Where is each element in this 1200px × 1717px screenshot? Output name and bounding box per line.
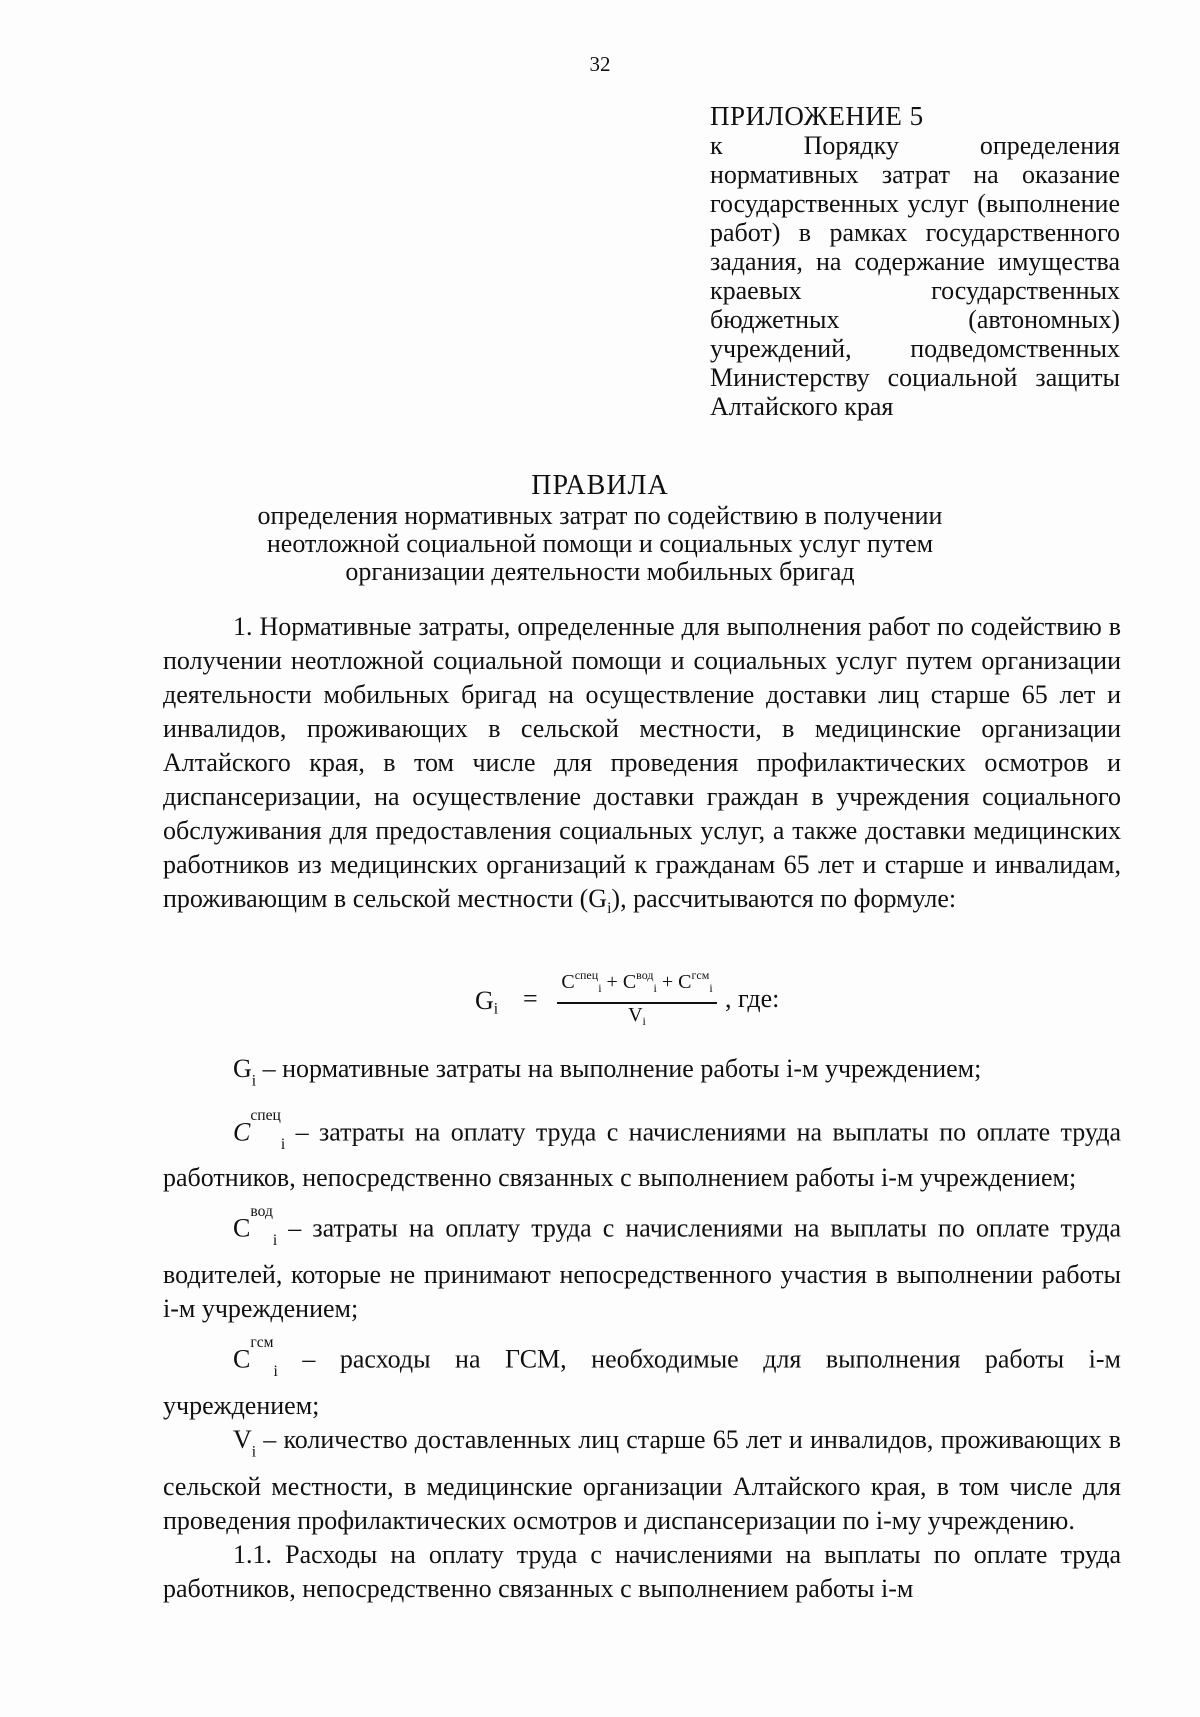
- formula-tail: , где:: [725, 984, 780, 1013]
- definition-item: $G_i$ – нормативные затраты на выполнение работы i-м учреждением;: [233, 1054, 982, 1090]
- formula-equals: =: [523, 984, 538, 1013]
- appendix-title: ПРИЛОЖЕНИЕ 5: [710, 101, 924, 131]
- appendix-block: [710, 102, 1120, 421]
- section-1: [163, 610, 1121, 926]
- formula-denominator: $V_i$: [628, 1004, 646, 1028]
- rules-title: ПРАВИЛА: [531, 470, 669, 501]
- formula-lhs: $G_i$: [475, 986, 499, 1018]
- definition-item: $C^{гсм}_i$ – расходы на ГСМ, необходимые для выполнения работы i-м учреждением;: [163, 1334, 1121, 1421]
- formula-numerator: $C^{спец}_i + C^{вод}_i + C^{гсм}_i$: [561, 968, 713, 995]
- section-1-1-paragraph: 1.1. Расходы на оплату труда с начислениями на выплаты по оплате труда работников, непосредственно связанных с выполнением работы i-м: [163, 1539, 1121, 1603]
- definition-item: $C^{спец}_i$ – затраты на оплату труда с начислениями на выплаты по оплате труда работников, непосредственно связанных с выполнением работы i-м учреждением;: [163, 1106, 1121, 1193]
- page-number: 32: [589, 52, 611, 76]
- formula: [475, 968, 875, 1032]
- rules-subtitle: определения нормативных затрат по содействию в получении неотложной социальной помощи и социальных услуг путем организации деятельности мобильных бригад: [257, 501, 943, 586]
- definitions-list: [163, 1052, 1121, 1606]
- appendix-text: к Порядку определения нормативных затрат на оказание государственных услуг (выполнение работ) в рамках государственного задания, на содержание имущества краевых государственных бюджетных (автономных) учреждений, подведомственных Министерству социальной защиты Алтайского края: [710, 131, 1120, 421]
- rules-heading: [200, 472, 1000, 586]
- definition-item: $C^{вод}_i$ – затраты на оплату труда с начислениями на выплаты по оплате труда водителей, которые не принимают непосредственного участия в выполнении работы i-м учреждением;: [163, 1203, 1121, 1324]
- definition-item: $V_i$ – количество доставленных лиц старше 65 лет и инвалидов, проживающих в сельской местности, в медицинские организации Алтайского края, в том числе для проведения профилактических осмотров и диспансеризации по i-му учреждению.: [163, 1425, 1121, 1535]
- section-1-paragraph: 1. Нормативные затраты, определенные для выполнения работ по содействию в получении неотложной социальной помощи и социальных услуг путем организации деятельности мобильных бригад на осуществление доставки лиц старше 65 лет и инвалидов, проживающих в сельской местности, в медицинские организации Алтайского края, в том числе для проведения профилактических осмотров и диспансеризации, на осуществление доставки граждан в учреждения социального обслуживания для предоставления социальных услуг, а также доставки медицинских работников из медицинских организаций к гражданам 65 лет и старше и инвалидам, проживающим в сельской местности $(G_i)$, рассчитываются по формуле:: [163, 612, 1121, 918]
